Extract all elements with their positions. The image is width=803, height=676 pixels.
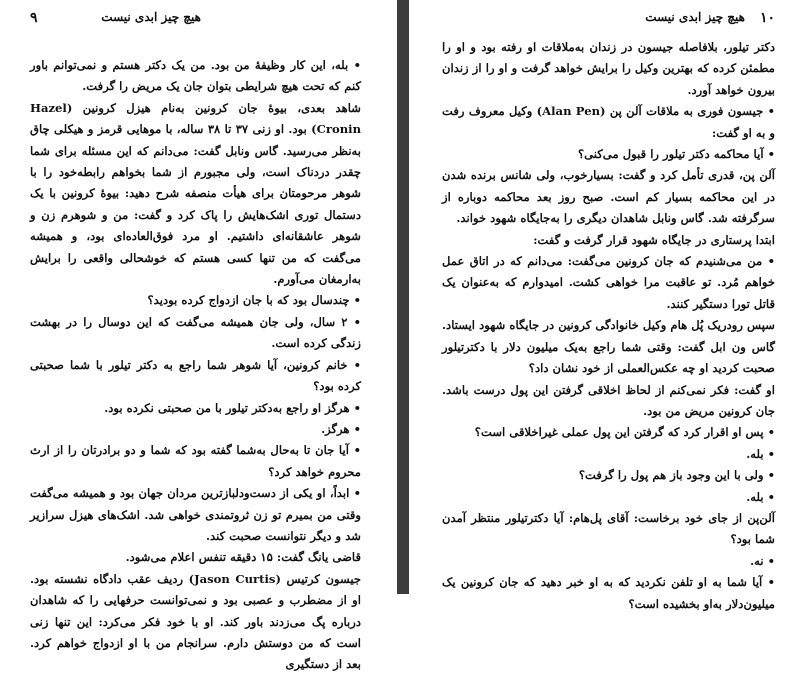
paragraph: دکتر تیلور، بلافاصله جیسون در زندان به‌ملاقات او رفته بود و او را مطمئن کرده که بهترین وکیل را برایش خواهد گرفت و او را از زندان بیرون خواهد آورد. — [442, 40, 775, 97]
paragraph: • جیسون فوری به ملاقات آلن پن (Alan Pen) وکیل معروف رفت و به او گفت: — [442, 104, 775, 140]
paragraph: • آیا محاکمه دکتر تیلور را قبول می‌کنی؟ — [577, 147, 775, 162]
right-page-header — [442, 10, 775, 30]
right-page-body — [442, 37, 775, 615]
paragraph: سپس رودریک پُل هام وکیل خانوادگی کرونین در جایگاه شهود ایستاد. گاس ون ابل گفت: وقتی شما راجع به‌یک میلیون دلار با دکترتیلور صحبت کردید او چه عکس‌العملی از خود نشان داد؟ — [442, 318, 775, 376]
book-gutter — [397, 0, 409, 594]
paragraph: • هرگز او راجع به‌دکتر تیلور با من صحبتی نکرده بود. — [104, 400, 361, 415]
paragraph: آلن‌پن از جای خود برخاست: آقای پل‌هام: آیا دکترتیلور منتظر آمدن شما بود؟ — [442, 510, 775, 547]
paragraph: • چندسال بود که با جان ازدواج کرده بودید؟ — [147, 293, 361, 308]
paragraph: ابتدا پرستاری در جایگاه شهود قرار گرفت و گفت: — [533, 232, 775, 247]
left-page-body — [30, 55, 361, 676]
paragraph: شاهد بعدی، بیوهٔ جان کرونین به‌نام هیزل کرونین (Hazel Cronin) بود. او زنی ۳۷ تا ۳۸ ساله، با موهایی قرمز و هیکلی چاق به‌نظر می‌رسید. گاس ونابل گفت: می‌دانم که این مسئله برای شما چقدر دردناک است، ولی مجبورم از شما بخواهم رابطه‌خود را با شوهر مرحومتان برای هیأت منصفه شرح دهید: بیوهٔ کرونین با یک دستمال توری اشک‌هایش را پاک کرد و گفت: من و شوهرم زن و شوهر عاشقانه‌ای داشتیم. او مرد فوق‌العاده‌ای بود، و همیشه می‌گفت که من تنها کسی هستم که خوشحالی واقعی را برایش به‌ارمغان می‌آورم. — [30, 100, 362, 287]
paragraph: • من می‌شنیدم که جان کرونین می‌گفت: می‌دانم که در اتاق عمل خواهم مُرد. تو عاقبت مرا خواهی کشت. امیدوارم که به‌عنوان یک قاتل تورا دستگیر کنند. — [442, 254, 775, 311]
paragraph: • ولی با این وجود باز هم پول را گرفت؟ — [578, 468, 775, 483]
paragraph: • آیا شما به او تلفن نکردید که به او خبر دهید که جان کرونین یک میلیون‌دلار به‌او بخشیده است؟ — [442, 575, 775, 611]
right-page — [420, 0, 803, 611]
paragraph: • ابداً، او یکی از دست‌ودلبازترین مردان جهان بود و همیشه می‌گفت وقتی من بمیرم تو زن ثروتمندی خواهی شد. اشک‌های هیزل سرازیر شد و دیگر نتوانست صحبت کند. — [30, 486, 361, 543]
paragraph: • بله. — [746, 446, 775, 461]
paragraph: • آیا جان تا به‌حال به‌شما گفته بود که شما و دو برادرتان را از ارث محروم خواهد کرد؟ — [30, 443, 361, 479]
paragraph: • هرگز. — [321, 421, 361, 436]
paragraph: • ۲ سال، ولی جان همیشه می‌گفت که این دوسال را در بهشت زندگی کرده است. — [30, 314, 362, 351]
paragraph: • نه. — [750, 553, 775, 568]
paragraph: آلن پن، قدری تأمل کرد و گفت: بسیارخوب، ولی شانس برنده شدن در این محاکمه بسیار کم است. صبح روز بعد محاکمه دوباره از سرگرفته شد. گاس ونابل شاهدان دیگری را به‌جایگاه شهود خواند. — [442, 168, 775, 226]
running-title: هیچ چیز ابدی نیست — [101, 10, 201, 24]
running-title: هیچ چیز ابدی نیست — [645, 10, 745, 24]
left-page — [0, 0, 383, 672]
paragraph: • بله، این کار وظیفهٔ من بود. من یک دکتر هستم و نمی‌توانم باور کنم که تحت هیچ شرایطی بتوان جان یک مریض را گرفت. — [30, 58, 361, 94]
paragraph: • پس او اقرار کرد که گرفتن این پول عملی غیراخلاقی است؟ — [474, 425, 775, 440]
page-number: ۹ — [30, 10, 38, 26]
paragraph: • خانم کرونین، آیا شوهر شما راجع به دکتر تیلور با شما صحبتی کرده بود؟ — [30, 357, 361, 394]
paragraph: • بله. — [746, 489, 775, 504]
paragraph: جیسون کرتیس (Jason Curtis) ردیف عقب دادگاه نشسته بود. او از مضطرب و عصبی بود و نمی‌توانست حرفهایی را که شاهدان درباره پگ می‌زدند باور کند. او با خود فکر می‌کرد: این تنها زنی است که من دوستش دارم. سرانجام من با او ازدواج خواهم کرد. بعد از دستگیری — [30, 571, 361, 672]
paragraph: او گفت: فکر نمی‌کنم از لحاظ اخلاقی گرفتن این پول درست باشد. جان کرونین مریض من بود. — [442, 382, 775, 418]
paragraph: قاضی یانگ گفت: ۱۵ دقیقه تنفس اعلام می‌شود. — [125, 550, 361, 565]
left-page-header — [30, 10, 361, 30]
page-number: ۱۰ — [759, 10, 775, 26]
